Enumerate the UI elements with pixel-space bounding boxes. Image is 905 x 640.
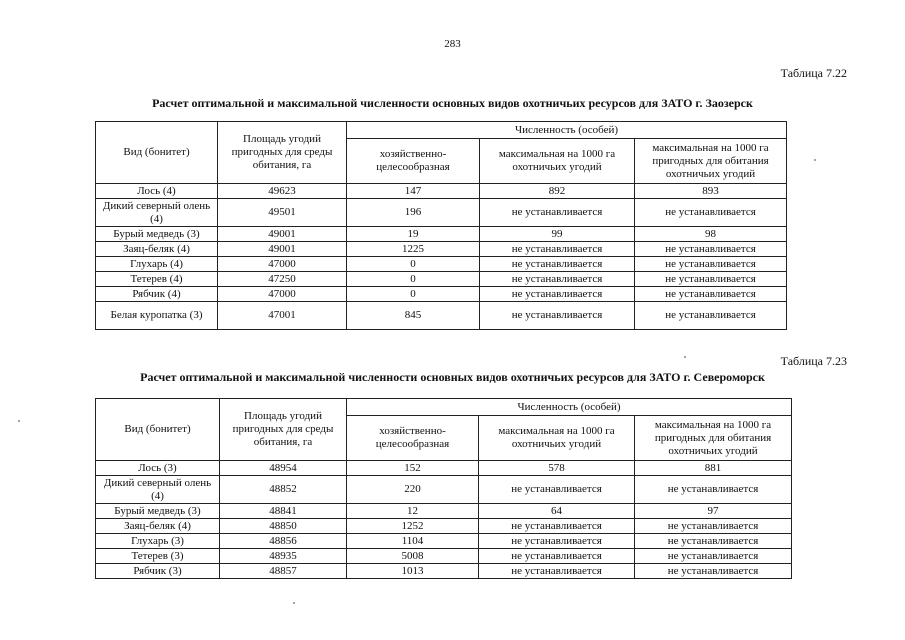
header-area: Площадь угодий пригодных для среды обитания, га [220,399,347,461]
cell-economic: 1013 [347,564,479,579]
scan-speck [18,420,20,422]
cell-max-1000: не устанавливается [479,549,635,564]
cell-economic: 0 [347,287,480,302]
table-row [96,534,792,549]
cell-economic: 147 [347,184,480,199]
cell-max-1000-habitat: 97 [635,504,792,519]
cell-max-1000-habitat: не устанавливается [635,242,787,257]
header-economic: хозяйственно-целесообразная [347,139,480,184]
cell-area: 49001 [218,242,347,257]
cell-area: 47000 [218,287,347,302]
cell-max-1000-habitat: не устанавливается [635,272,787,287]
cell-species: Тетерев (3) [96,549,220,564]
cell-species: Глухарь (4) [96,257,218,272]
cell-species: Дикий северный олень (4) [96,199,218,227]
table-7-22 [95,121,787,330]
table-row [96,287,787,302]
header-max-1000: максимальная на 1000 га охотничьих угодий [480,139,635,184]
table-row [96,564,792,579]
table-row [96,272,787,287]
cell-max-1000: не устанавливается [480,257,635,272]
cell-economic: 1104 [347,534,479,549]
table-row [96,242,787,257]
cell-max-1000-habitat: 881 [635,461,792,476]
table-row [96,184,787,199]
cell-max-1000: не устанавливается [479,564,635,579]
cell-economic: 220 [347,476,479,504]
scan-speck [814,159,816,161]
table-title-1: Расчет оптимальной и максимальной численности основных видов охотничьих ресурсов для ЗАТО г. Заозерск [152,96,753,110]
cell-species: Тетерев (4) [96,272,218,287]
page-number: 283 [444,38,461,50]
table-7-23 [95,398,792,579]
header-max-1000: максимальная на 1000 га охотничьих угодий [479,416,635,461]
cell-area: 49501 [218,199,347,227]
cell-area: 48954 [220,461,347,476]
cell-economic: 1225 [347,242,480,257]
cell-max-1000-habitat: не устанавливается [635,302,787,330]
cell-species: Заяц-беляк (4) [96,519,220,534]
table-row [96,519,792,534]
cell-species: Бурый медведь (3) [96,227,218,242]
cell-species: Лось (3) [96,461,220,476]
cell-economic: 1252 [347,519,479,534]
table-row [96,549,792,564]
table-row [96,476,792,504]
cell-max-1000: 99 [480,227,635,242]
cell-max-1000: 892 [480,184,635,199]
cell-area: 48935 [220,549,347,564]
cell-area: 48841 [220,504,347,519]
cell-max-1000: не устанавливается [479,534,635,549]
cell-max-1000-habitat: не устанавливается [635,257,787,272]
cell-max-1000: 578 [479,461,635,476]
cell-economic: 152 [347,461,479,476]
scan-speck [293,602,295,604]
cell-max-1000: не устанавливается [480,302,635,330]
cell-max-1000: не устанавливается [480,242,635,257]
cell-economic: 196 [347,199,480,227]
cell-max-1000-habitat: не устанавливается [635,476,792,504]
header-count-group: Численность (особей) [347,399,792,416]
table-row [96,302,787,330]
table-row [96,257,787,272]
header-area: Площадь угодий пригодных для среды обитания, га [218,122,347,184]
cell-max-1000: не устанавливается [480,199,635,227]
table-row [96,227,787,242]
cell-max-1000-habitat: не устанавливается [635,199,787,227]
cell-max-1000-habitat: не устанавливается [635,534,792,549]
cell-area: 48856 [220,534,347,549]
cell-area: 47250 [218,272,347,287]
cell-max-1000-habitat: 893 [635,184,787,199]
cell-area: 47001 [218,302,347,330]
cell-max-1000: не устанавливается [480,272,635,287]
cell-species: Глухарь (3) [96,534,220,549]
cell-species: Рябчик (3) [96,564,220,579]
cell-area: 49623 [218,184,347,199]
table-caption-2: Таблица 7.23 [780,354,847,368]
cell-max-1000-habitat: не устанавливается [635,287,787,302]
cell-area: 49001 [218,227,347,242]
cell-species: Рябчик (4) [96,287,218,302]
cell-species: Белая куропатка (3) [96,302,218,330]
cell-economic: 12 [347,504,479,519]
cell-max-1000: не устанавливается [479,519,635,534]
header-max-1000-habitat: максимальная на 1000 га пригодных для обитания охотничьих угодий [635,139,787,184]
cell-species: Дикий северный олень (4) [96,476,220,504]
cell-max-1000-habitat: не устанавливается [635,549,792,564]
table-row [96,504,792,519]
cell-area: 48857 [220,564,347,579]
table-title-2: Расчет оптимальной и максимальной численности основных видов охотничьих ресурсов для ЗАТО г. Североморск [140,370,765,384]
header-economic: хозяйственно-целесообразная [347,416,479,461]
cell-economic: 845 [347,302,480,330]
cell-max-1000: не устанавливается [479,476,635,504]
cell-species: Лось (4) [96,184,218,199]
cell-max-1000: не устанавливается [480,287,635,302]
cell-max-1000-habitat: не устанавливается [635,564,792,579]
cell-max-1000-habitat: не устанавливается [635,519,792,534]
cell-max-1000: 64 [479,504,635,519]
cell-species: Бурый медведь (3) [96,504,220,519]
cell-area: 48852 [220,476,347,504]
cell-area: 48850 [220,519,347,534]
cell-species: Заяц-беляк (4) [96,242,218,257]
table-caption-1: Таблица 7.22 [780,66,847,80]
cell-economic: 0 [347,272,480,287]
table-row [96,199,787,227]
cell-economic: 0 [347,257,480,272]
cell-economic: 19 [347,227,480,242]
table-row [96,461,792,476]
cell-area: 47000 [218,257,347,272]
cell-max-1000-habitat: 98 [635,227,787,242]
cell-economic: 5008 [347,549,479,564]
header-count-group: Численность (особей) [347,122,787,139]
header-max-1000-habitat: максимальная на 1000 га пригодных для обитания охотничьих угодий [635,416,792,461]
header-species: Вид (бонитет) [96,399,220,461]
scan-speck [684,356,686,358]
header-species: Вид (бонитет) [96,122,218,184]
